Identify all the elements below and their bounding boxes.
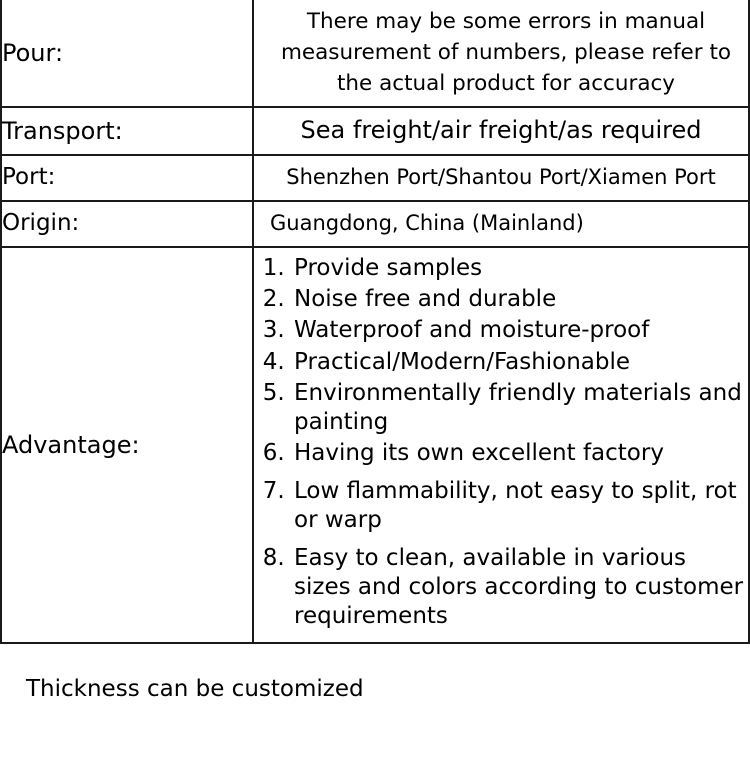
row-label-origin: Origin: [1, 201, 253, 247]
list-item: 4. Practical/Modern/Fashionable [292, 348, 748, 377]
row-value-port: Shenzhen Port/Shantou Port/Xiamen Port [253, 155, 749, 201]
list-item: 5. Environmentally friendly materials and painting [292, 379, 748, 437]
table-row [1, 155, 749, 201]
row-value-advantage [253, 247, 749, 643]
footer-note: Thickness can be customized [26, 675, 364, 702]
row-label-port: Port: [1, 155, 253, 201]
list-item: 8. Easy to clean, available in various sizes and colors according to customer requirements [292, 544, 748, 632]
list-item: 2. Noise free and durable [292, 285, 748, 314]
table-row [1, 107, 749, 155]
row-value-transport: Sea freight/air freight/as required [253, 107, 749, 155]
table-row [1, 0, 749, 107]
row-value-pour: There may be some errors in manual measurement of numbers, please refer to the actual product for accuracy [253, 0, 749, 107]
list-item: 7. Low flammability, not easy to split, rot or warp [292, 477, 748, 536]
advantage-list [266, 254, 748, 632]
list-item: 1. Provide samples [292, 254, 748, 283]
list-item: 3. Waterproof and moisture-proof [292, 316, 748, 345]
row-label-pour: Pour: [1, 0, 253, 107]
row-value-origin: Guangdong, China (Mainland) [253, 201, 749, 247]
row-label-transport: Transport: [1, 107, 253, 155]
table-row [1, 247, 749, 643]
list-item: 6. Having its own excellent factory [292, 439, 748, 468]
table-row [1, 201, 749, 247]
row-label-advantage: Advantage: [1, 247, 253, 643]
